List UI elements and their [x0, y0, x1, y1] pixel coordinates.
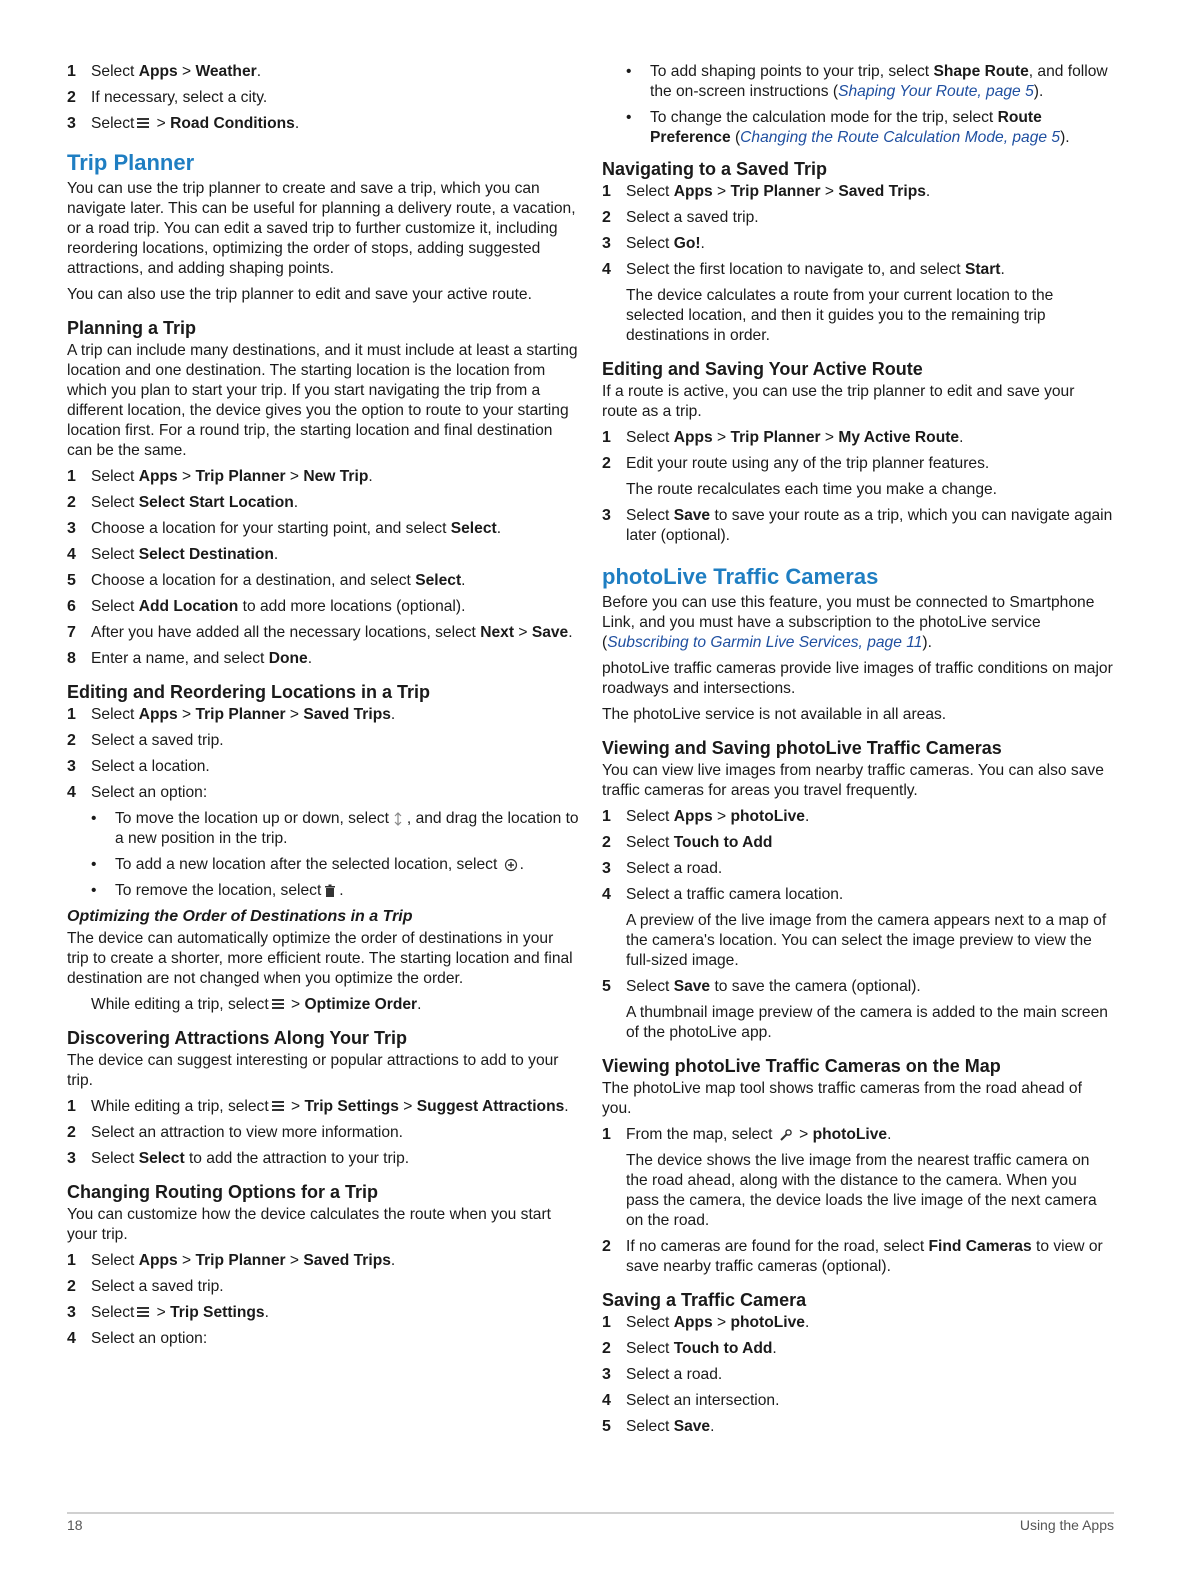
paragraph: You can view live images from nearby traffic cameras. You can also save traffic cameras for areas you travel frequently. [602, 762, 1104, 799]
paragraph: The device can suggest interesting or popular attractions to add to your trip. [67, 1052, 559, 1089]
list-item: 1 Select Apps > Trip Planner > Saved Trips. [602, 183, 931, 200]
menu-icon [136, 1306, 150, 1318]
paragraph: While editing a trip, select > Optimize Order. [91, 996, 422, 1013]
bullet-item: • To add a new location after the selected location, select . [91, 856, 524, 873]
paragraph: photoLive traffic cameras provide live images of traffic conditions on major roadways and intersections. [602, 660, 1113, 697]
list-item: 1 Select Apps > Trip Planner > My Active Route. [602, 429, 964, 446]
paragraph: You can also use the trip planner to edit and save your active route. [67, 286, 532, 303]
step-note: The device calculates a route from your current location to the selected location, and then it guides you to the remaining trip destinations in order. [626, 287, 1054, 344]
link-subscribing[interactable]: Subscribing to Garmin Live Services, page 11 [607, 634, 923, 651]
list-item: 5 Choose a location for a destination, and select Select. [67, 572, 466, 589]
paragraph: If a route is active, you can use the trip planner to edit and save your route as a trip. [602, 383, 1075, 420]
list-item: 3 Select a road. [602, 1366, 723, 1383]
subsection-title-editing: Editing and Reordering Locations in a Trip [67, 682, 431, 702]
step-number: 2 [67, 89, 76, 106]
list-item: 2 Select Touch to Add [602, 834, 773, 851]
bullet-item: • To add shaping points to your trip, select Shape Route, and follow the on-screen instructions (Shaping Your Route, page 5). [626, 63, 1108, 100]
left-column [67, 62, 579, 1355]
list-item: 3 Select Select to add the attraction to your trip. [67, 1150, 410, 1167]
list-item: 3 Select Go!. [602, 235, 705, 252]
step-number: 3 [67, 115, 76, 132]
paragraph: The device can automatically optimize the order of destinations in your trip to create a shorter, more efficient route. The starting location and final destination are not changed when you optimize the order. [67, 930, 573, 987]
link-calculation-mode[interactable]: Changing the Route Calculation Mode, page 5 [740, 129, 1061, 146]
page-number: 18 [67, 1517, 83, 1533]
list-item: 2 Select a saved trip. [602, 209, 759, 226]
subsection-title-navigating: Navigating to a Saved Trip [602, 159, 828, 179]
list-item: 1 While editing a trip, select > Trip Settings > Suggest Attractions. [67, 1098, 569, 1115]
list-item: 3 Select a location. [67, 758, 210, 775]
list-item: 4 Select Select Destination. [67, 546, 279, 563]
link-shaping-route[interactable]: Shaping Your Route, page 5 [838, 83, 1034, 100]
list-item: 2 Select a saved trip. [67, 1278, 224, 1295]
list-item: 4 Select a traffic camera location. [602, 886, 844, 903]
list-item: 2 Select a saved trip. [67, 732, 224, 749]
subsection-title-discovering: Discovering Attractions Along Your Trip [67, 1028, 408, 1048]
list-item: 4 Select an intersection. [602, 1392, 780, 1409]
bullet-item: • To change the calculation mode for the trip, select Route Preference (Changing the Route Calculation Mode, page 5). [626, 109, 1070, 146]
subsection-title-on-map: Viewing photoLive Traffic Cameras on the Map [602, 1056, 1001, 1076]
list-item: 1 Select Apps > Trip Planner > New Trip. [67, 468, 373, 485]
list-item: 4 Select the first location to navigate to, and select Start. [602, 261, 1005, 278]
step-note: The route recalculates each time you make a change. [626, 481, 997, 498]
subsection-title-changing: Changing Routing Options for a Trip [67, 1182, 378, 1202]
menu-icon [271, 998, 285, 1010]
step-note: The device shows the live image from the nearest traffic camera on the road ahead, along with the distance to the camera. When you pass the camera, the device loads the live image of the next camera on the road. [626, 1152, 1097, 1229]
paragraph: The photoLive map tool shows traffic cameras from the road ahead of you. [602, 1080, 1082, 1117]
list-item: 1 Select Apps > photoLive. [602, 808, 810, 825]
list-item: 1 From the map, select > photoLive. [602, 1126, 892, 1143]
trash-icon [323, 884, 337, 896]
list-item: 2 Select an attraction to view more information. [67, 1124, 404, 1141]
list-item: 3 Select a road. [602, 860, 723, 877]
section-title-photolive: photoLive Traffic Cameras [602, 564, 879, 589]
move-icon [391, 812, 405, 824]
list-item: 7 After you have added all the necessary locations, select Next > Save. [67, 624, 573, 641]
list-item: 4 Select an option: [67, 784, 208, 801]
subsection-title-active-route: Editing and Saving Your Active Route [602, 359, 923, 379]
menu-icon [136, 117, 150, 129]
list-item: 1 Select Apps > Trip Planner > Saved Trips. [67, 1252, 396, 1269]
list-item: 6 Select Add Location to add more locations (optional). [67, 598, 466, 615]
paragraph: A trip can include many destinations, and it must include at least a starting location and one destination. The starting location is the location from which you plan to start your trip. If you start navigating the trip from a different location, the device gives you the option to route to your starting location first. For a round trip, the starting location and final destination can be the same. [67, 342, 578, 459]
paragraph: Before you can use this feature, you must be connected to Smartphone Link, and you must have a subscription to the photoLive service (Subscribing to Garmin Live Services, page 11). [602, 594, 1095, 651]
bullet-item: • To move the location up or down, select , and drag the location to a new position in the trip. [91, 810, 579, 847]
right-column [602, 62, 1114, 1443]
step-note: A preview of the live image from the camera appears next to a map of the camera's location. You can select the image preview to view the full-sized image. [626, 912, 1107, 969]
paragraph: You can customize how the device calculates the route when you start your trip. [67, 1206, 551, 1243]
subsection-title-viewing: Viewing and Saving photoLive Traffic Cameras [602, 738, 1002, 758]
subsection-title-saving-camera: Saving a Traffic Camera [602, 1290, 807, 1310]
step-number: 1 [67, 63, 76, 80]
footer-divider [67, 1512, 1114, 1514]
step-note: A thumbnail image preview of the camera is added to the main screen of the photoLive app. [626, 1004, 1108, 1041]
bullet-item: • To remove the location, select . [91, 882, 344, 899]
section-title-trip-planner: Trip Planner [67, 150, 195, 175]
list-item: 3 Choose a location for your starting point, and select Select. [67, 520, 502, 537]
list-item: 3 Select > Road Conditions. [67, 115, 300, 132]
list-item: 1 Select Apps > Trip Planner > Saved Trips. [67, 706, 396, 723]
list-item: 3 Select > Trip Settings. [67, 1304, 269, 1321]
list-item: 5 Select Save to save the camera (optional). [602, 978, 921, 995]
subsection-title-optimizing: Optimizing the Order of Destinations in a Trip [67, 908, 413, 925]
subsection-title-planning: Planning a Trip [67, 318, 197, 338]
menu-icon [271, 1100, 285, 1112]
list-item: 2 Edit your route using any of the trip planner features. [602, 455, 990, 472]
list-item: 1 Select Apps > Weather. [67, 63, 262, 80]
list-item: 2 If necessary, select a city. [67, 89, 268, 106]
list-item: 1 Select Apps > photoLive. [602, 1314, 810, 1331]
list-item: 5 Select Save. [602, 1418, 715, 1435]
footer-section-title: Using the Apps [1019, 1517, 1114, 1533]
paragraph: The photoLive service is not available in all areas. [602, 706, 947, 723]
list-item: 2 Select Touch to Add. [602, 1340, 777, 1357]
add-circle-icon [504, 858, 518, 870]
list-item: 4 Select an option: [67, 1330, 208, 1347]
wrench-icon [779, 1128, 793, 1140]
list-item: 8 Enter a name, and select Done. [67, 650, 313, 667]
list-item: 2 Select Select Start Location. [67, 494, 299, 511]
list-item: 3 Select Save to save your route as a trip, which you can navigate again later (optional). [602, 507, 1113, 544]
paragraph: You can use the trip planner to create and save a trip, which you can navigate later. This can be useful for planning a delivery route, a vacation, or a road trip. You can edit a saved trip to further customize it, including reordering locations, optimizing the order of stops, adding suggested attractions, and adding shaping points. [67, 180, 576, 277]
list-item: 2 If no cameras are found for the road, select Find Cameras to view or save nearby traffic cameras (optional). [602, 1238, 1103, 1275]
